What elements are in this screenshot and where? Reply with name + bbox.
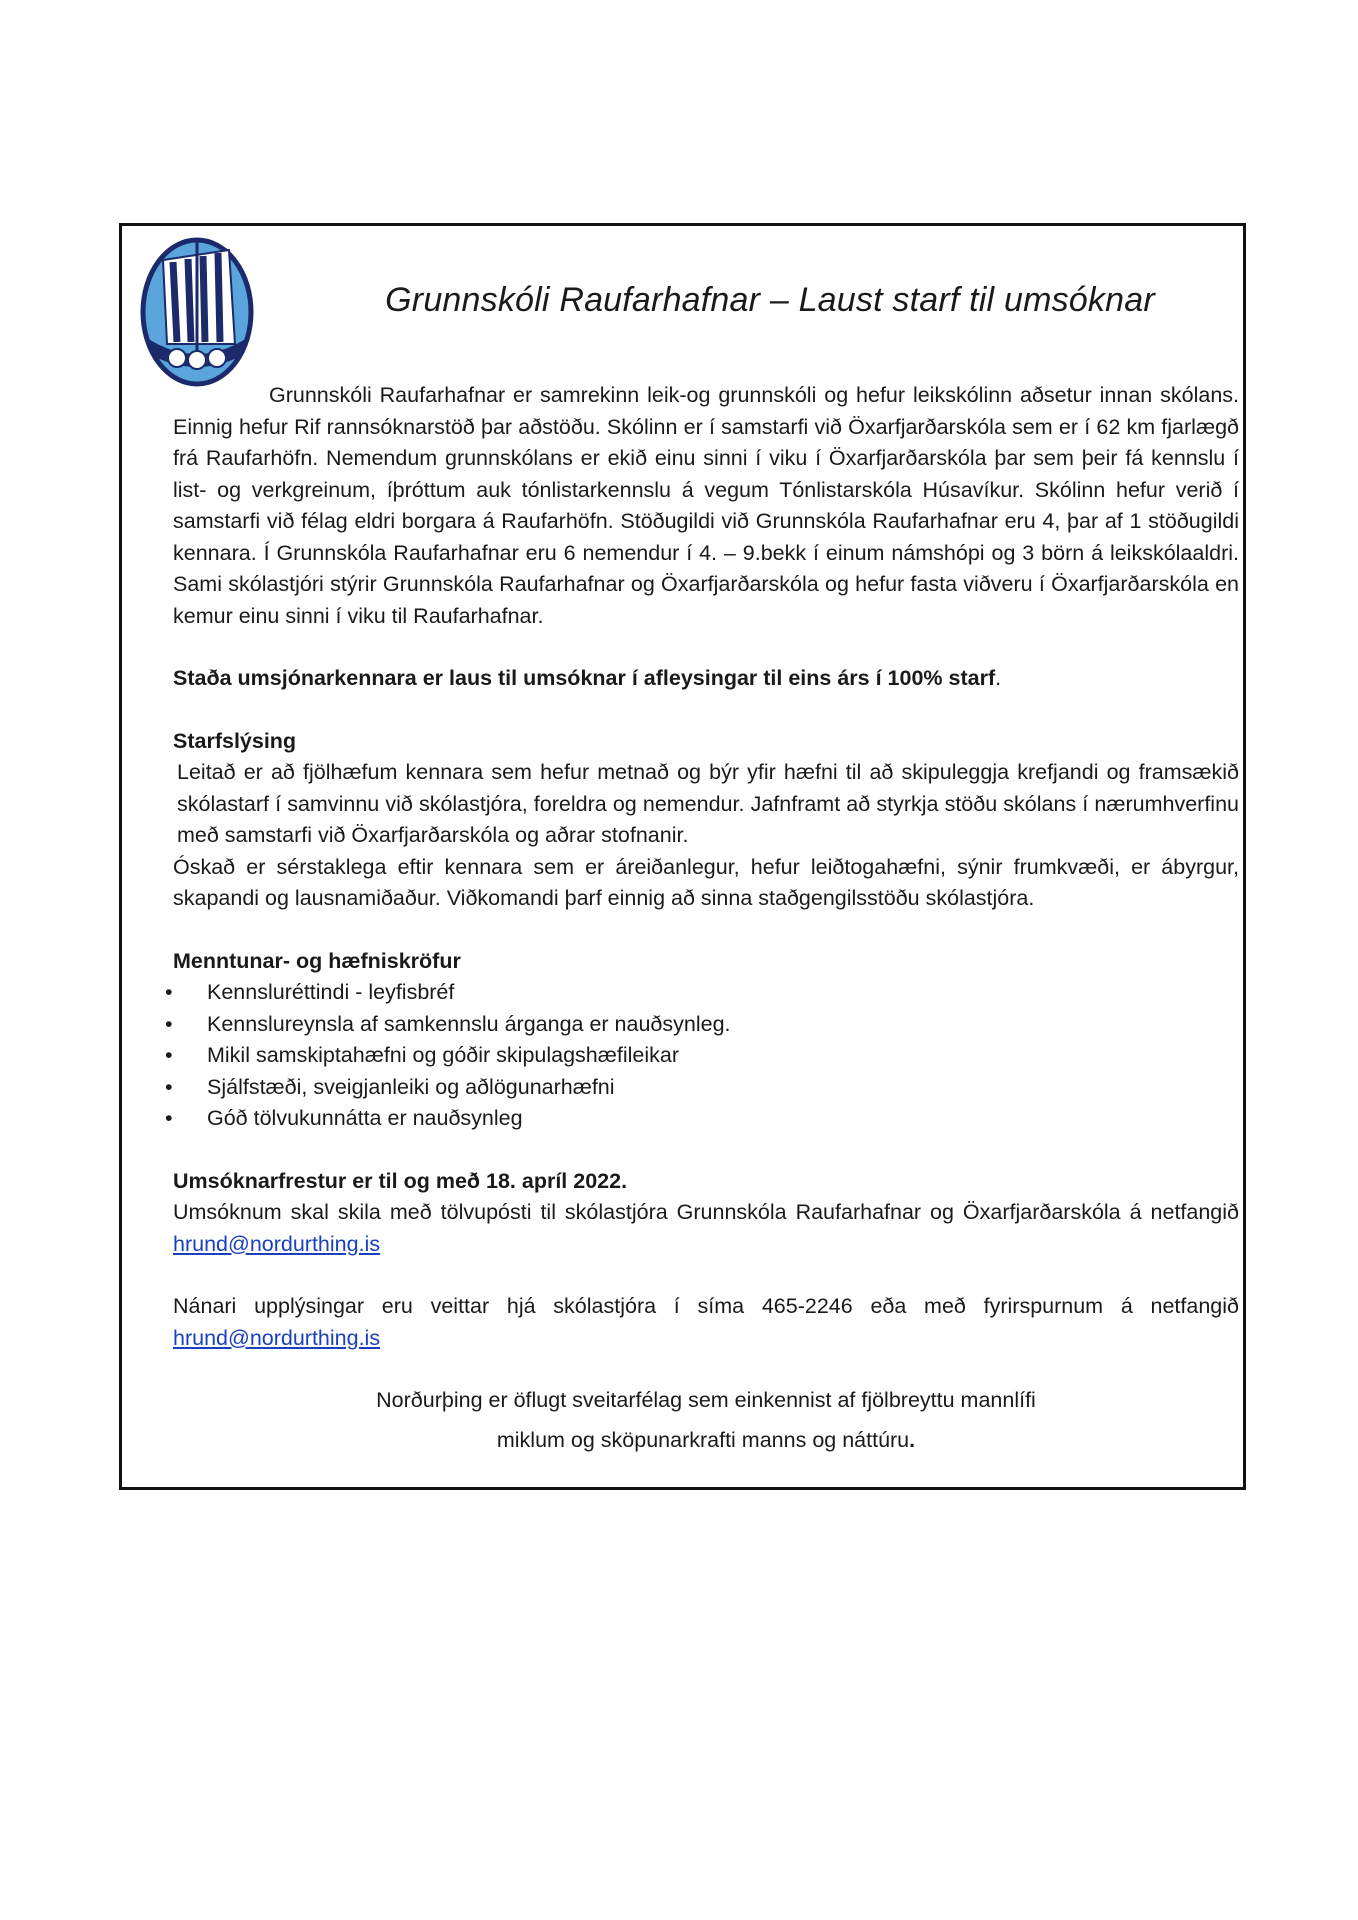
deadline-instructions: Umsóknum skal skila með tölvupósti til skólastjóra Grunnskóla Raufarhafnar og Öxarfjarðarskóla á netfangið	[173, 1200, 1239, 1224]
deadline-heading: Umsóknarfrestur er til og með 18. apríl 2022.	[173, 1168, 628, 1193]
list-item: • Kennsluréttindi - leyfisbréf	[173, 977, 1239, 1009]
email-link-2[interactable]: hrund@nordurthing.is	[173, 1325, 381, 1350]
list-item: • Góð tölvukunnátta er nauðsynleg	[173, 1103, 1239, 1135]
info-text	[173, 1291, 1239, 1354]
requirements-list	[173, 977, 1239, 1135]
job-description-heading: Starfslýsing	[173, 728, 297, 753]
list-item: • Mikil samskiptahæfni og góðir skipulagshæfileikar	[173, 1040, 1239, 1072]
page-title: Grunnskóli Raufarhafnar – Laust starf til umsóknar	[385, 281, 1155, 319]
footer-period: .	[909, 1427, 916, 1452]
intro-paragraph: Grunnskóli Raufarhafnar er samrekinn leik-og grunnskóli og hefur leikskólinn aðsetur innan skólans. Einnig hefur Rif rannsóknarstöð þar aðstöðu. Skólinn er í samstarfi við Öxarfjarðarskóla sem er í 62 km fjarlægð frá Raufarhöfn. Nemendum grunnskólans er ekið einu sinni í viku í Öxarfjarðarskóla þar sem þeir fá kennslu í list- og verkgreinum, íþróttum auk tónlistarkennslu á vegum Tónlistarskóla Húsavíkur. Skólinn hefur verið í samstarfi við félag eldri borgara á Raufarhöfn. Stöðugildi við Grunnskóla Raufarhafnar eru 4, þar af 1 stöðugildi kennara. Í Grunnskóla Raufarhafnar eru 6 nemendur í 4. – 9.bekk í einum námshópi og 3 börn á leikskólaaldri. Sami skólastjóri stýrir Grunnskóla Raufarhafnar og Öxarfjarðarskóla og hefur fasta viðveru í Öxarfjarðarskóla en kemur einu sinni í viku til Raufarhafnar.	[173, 383, 1239, 628]
footer-line-2	[173, 1425, 1239, 1457]
job-description-text: Leitað er að fjölhæfum kennara sem hefur metnað og býr yfir hæfni til að skipuleggja krefjandi og framsækið skólastarf í samvinnu við skólastjóra, foreldra og nemendur. Jafnframt að styrkja stöðu skólans í nærumhverfinu með samstarfi við Öxarfjarðarskóla og aðrar stofnanir.	[177, 760, 1239, 847]
job-description-text-2: Óskað er sérstaklega eftir kennara sem er áreiðanlegur, hefur leiðtogahæfni, sýnir frumkvæði, er ábyrgur, skapandi og lausnamiðaður. Viðkomandi þarf einnig að sinna staðgengilsstöðu skólastjóra.	[173, 854, 1239, 910]
footer-line-1: Norðurþing er öflugt sveitarfélag sem einkennist af fjölbreyttu mannlífi	[376, 1388, 1036, 1412]
info-instructions: Nánari upplýsingar eru veittar hjá skólastjóra í síma 465-2246 eða með fyrirspurnum á netfangið	[173, 1294, 1239, 1318]
requirements-heading: Menntunar- og hæfniskröfur	[173, 948, 461, 973]
document-body	[173, 380, 1239, 1456]
position-announcement	[173, 663, 1239, 695]
position-text: Staða umsjónarkennara er laus til umsóknar í afleysingar til eins árs í 100% starf	[173, 666, 996, 690]
position-period: .	[995, 666, 1002, 690]
school-crest-viking-ship-icon	[133, 232, 261, 387]
list-item: • Sjálfstæði, sveigjanleiki og aðlögunarhæfni	[173, 1072, 1239, 1104]
footer-line-2-text: miklum og sköpunarkrafti manns og náttúru	[496, 1427, 910, 1452]
email-link[interactable]: hrund@nordurthing.is	[173, 1231, 381, 1256]
deadline-text	[173, 1197, 1239, 1260]
list-item: • Kennslureynsla af samkennslu árganga er nauðsynleg.	[173, 1009, 1239, 1041]
